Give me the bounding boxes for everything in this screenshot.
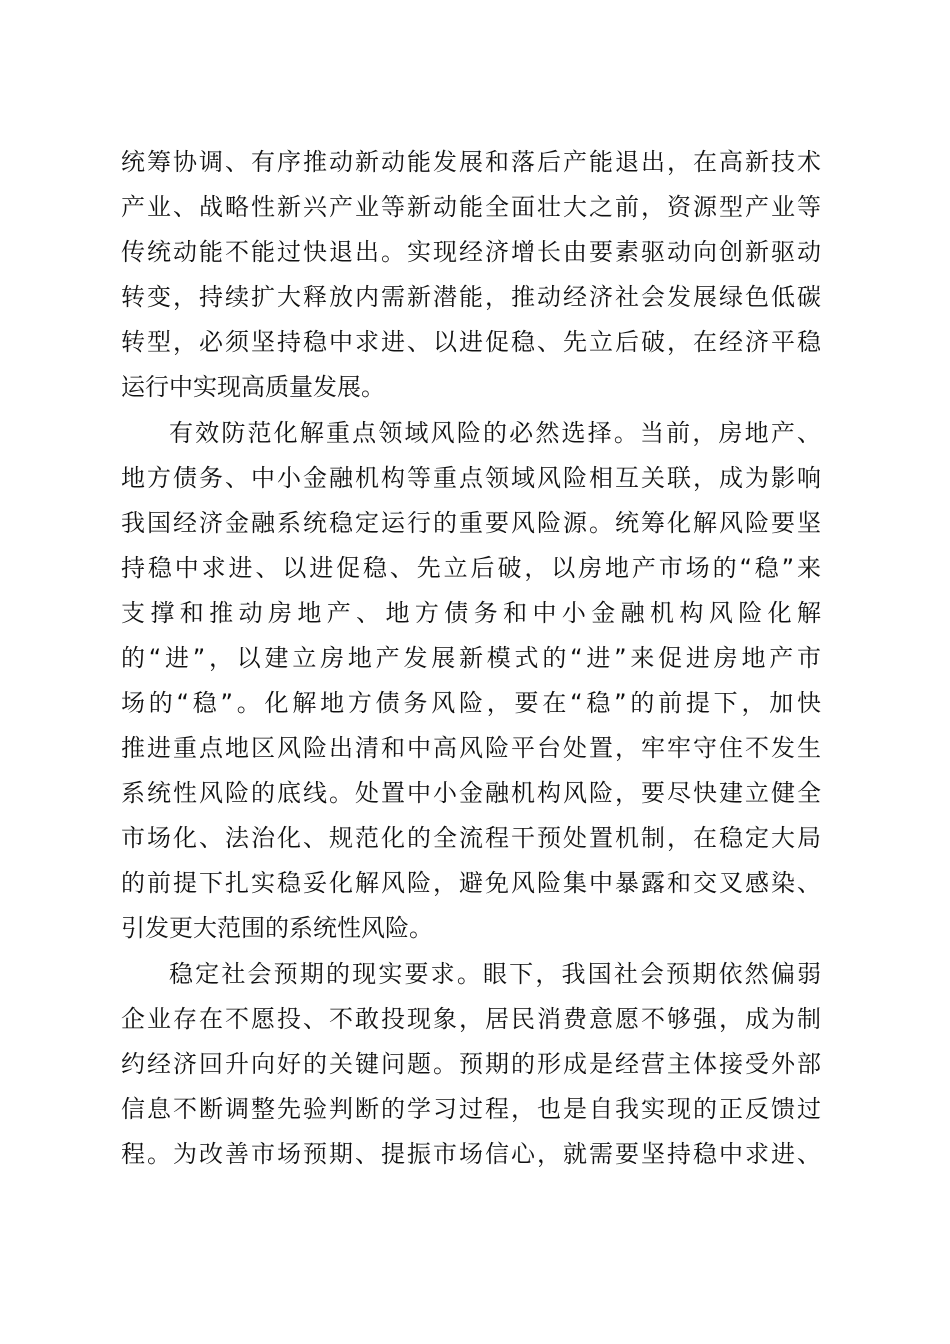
paragraph-line: 地方债务、中小金融机构等重点领域风险相互关联，成为影响 bbox=[121, 464, 821, 492]
paragraph-line: 市场化、法治化、规范化的全流程干预处置机制，在稳定大局 bbox=[121, 824, 821, 852]
paragraph-line: 引发更大范围的系统性风险。 bbox=[121, 914, 433, 942]
paragraph-line: 有效防范化解重点领域风险的必然选择。当前，房地产、 bbox=[169, 419, 821, 447]
paragraph-line: 程。为改善市场预期、提振市场信心，就需要坚持稳中求进、 bbox=[121, 1140, 821, 1168]
paragraph-line: 约经济回升向好的关键问题。预期的形成是经营主体接受外部 bbox=[121, 1050, 821, 1078]
paragraph-line: 信息不断调整先验判断的学习过程，也是自我实现的正反馈过 bbox=[121, 1095, 821, 1123]
paragraph-line: 支撑和推动房地产、地方债务和中小金融机构风险化解 bbox=[121, 599, 821, 627]
paragraph-line: 统筹协调、有序推动新动能发展和落后产能退出，在高新技术 bbox=[121, 148, 821, 176]
paragraph-line: 转型，必须坚持稳中求进、以进促稳、先立后破，在经济平稳 bbox=[121, 328, 821, 356]
paragraph-line: 企业存在不愿投、不敢投现象，居民消费意愿不够强，成为制 bbox=[121, 1005, 821, 1033]
paragraph-line: 运行中实现高质量发展。 bbox=[121, 373, 385, 401]
paragraph-line: 稳定社会预期的现实要求。眼下，我国社会预期依然偏弱 bbox=[169, 960, 821, 988]
paragraph-line: 转变，持续扩大释放内需新潜能，推动经济社会发展绿色低碳 bbox=[121, 283, 821, 311]
paragraph-line: 系统性风险的底线。处置中小金融机构风险，要尽快建立健全 bbox=[121, 779, 821, 807]
paragraph-line: 传统动能不能过快退出。实现经济增长由要素驱动向创新驱动 bbox=[121, 238, 821, 266]
paragraph-line: 我国经济金融系统稳定运行的重要风险源。统筹化解风险要坚 bbox=[121, 509, 821, 537]
paragraph-line: 持稳中求进、以进促稳、先立后破，以房地产市场的“稳”来 bbox=[121, 554, 821, 582]
paragraph-line: 的前提下扎实稳妥化解风险，避免风险集中暴露和交叉感染、 bbox=[121, 869, 821, 897]
paragraph-line: 的“进”，以建立房地产发展新模式的“进”来促进房地产市 bbox=[121, 644, 821, 672]
paragraph-line: 推进重点地区风险出清和中高风险平台处置，牢牢守住不发生 bbox=[121, 734, 821, 762]
paragraph-line: 场的“稳”。化解地方债务风险，要在“稳”的前提下，加快 bbox=[121, 689, 821, 717]
paragraph-line: 产业、战略性新兴产业等新动能全面壮大之前，资源型产业等 bbox=[121, 193, 821, 221]
